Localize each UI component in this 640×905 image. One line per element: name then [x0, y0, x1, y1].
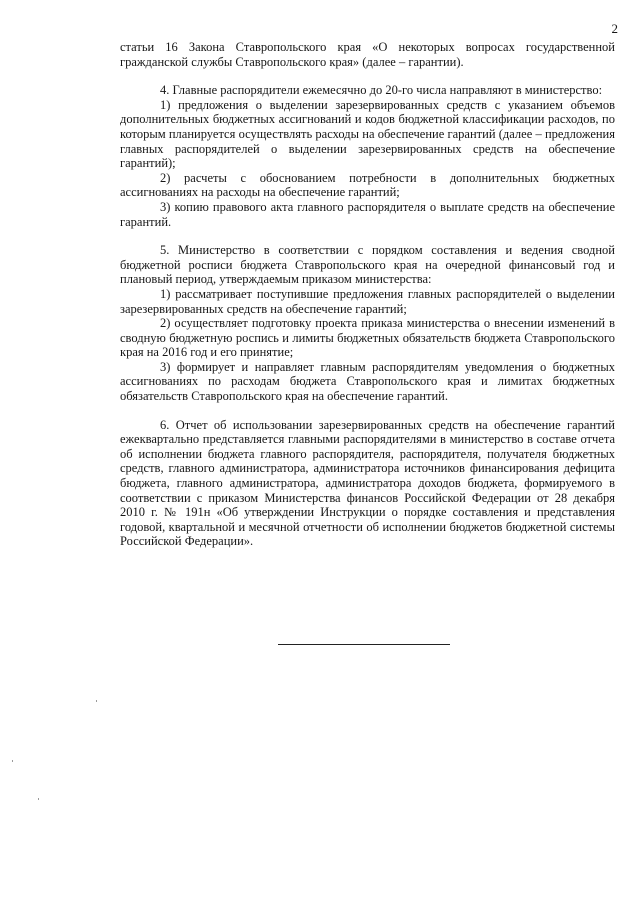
section-4-heading: 4. Главные распорядители ежемесячно до 20-го числа направляют в министерство: [160, 83, 603, 98]
section-5-item-3: 3) формирует и направляет главным распорядителям уведомления о бюджетных ассигнованиях по расходам бюджета Ставропольского края и лимитах бюджетных обязательств Ставропольского края на обеспечение гарантий. [120, 359, 615, 404]
closing-divider-line [278, 644, 450, 645]
scan-speck [96, 700, 97, 702]
scan-speck [38, 798, 39, 800]
section-4-item-2: 2) расчеты с обоснованием потребности в дополнительных бюджетных ассигнованиях на расходы на обеспечение гарантий; [120, 170, 615, 200]
page-number: 2 [611, 21, 618, 36]
section-6-paragraph: 6. Отчет об использовании зарезервированных средств на обеспечение гарантий ежеквартально представляется главными распорядителями в министерство в составе отчета об исполнении бюджета главного распорядителя, распорядителя, получателя бюджетных средств, главного администратора, администратора источников финансирования дефицита бюджета, главного администратора, администратора доходов бюджета, формируемого в соответствии с приказом Министерства финансов Российской Федерации от 28 декабря 2010 г. № 191н «Об утверждении Инструкции о порядке составления и представления годовой, квартальной и месячной отчетности об исполнении бюджетов бюджетной системы Российской Федерации». [120, 417, 615, 549]
paragraph-continuation: статьи 16 Закона Ставропольского края «О некоторых вопросах государственной гражданской службы Ставропольского края» (далее – гарантии). [120, 40, 615, 69]
section-5-item-2: 2) осуществляет подготовку проекта приказа министерства о внесении изменений в сводную бюджетную роспись и лимиты бюджетных обязательств бюджета Ставропольского края на 2016 год и его принятие; [120, 316, 615, 360]
section-4-item-1: 1) предложения о выделении зарезервированных средств с указанием объемов дополнительных бюджетных ассигнований и кодов бюджетной классификации расходов, по которым планируется осуществлять расходы на обеспечение гарантий (далее – предложения главных распорядителей о выделении зарезервированных средств на обеспечение гарантий); [120, 97, 615, 171]
section-4-item-3: 3) копию правового акта главного распорядителя о выплате средств на обеспечение гарантий. [120, 199, 615, 229]
section-5-heading: 5. Министерство в соответствии с порядком составления и ведения сводной бюджетной росписи бюджета Ставропольского края на очередной финансовый год и плановый период, утверждаемым приказом министерства: [120, 243, 615, 287]
scan-speck [12, 760, 13, 762]
section-5-item-1: 1) рассматривает поступившие предложения главных распорядителей о выделении зарезервированных средств на обеспечение гарантий; [120, 286, 615, 316]
document-body [120, 40, 615, 549]
